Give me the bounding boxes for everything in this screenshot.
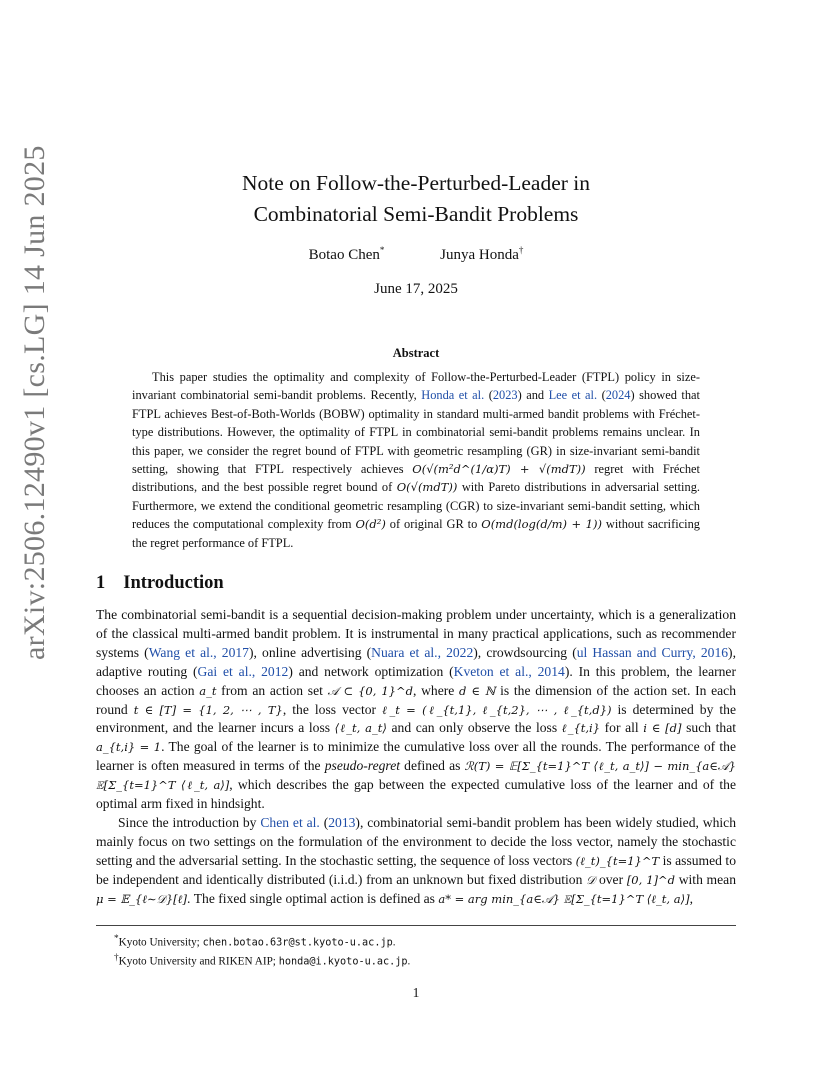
citation-link[interactable]: Wang et al., 2017 <box>148 644 249 660</box>
abstract-text: of original GR to <box>385 517 482 532</box>
footnotes <box>96 925 736 970</box>
citation-link[interactable]: ul Hassan and Curry, 2016 <box>576 644 729 660</box>
paper-title <box>96 168 736 230</box>
abstract-paragraph <box>132 368 700 552</box>
math-inline: a_{t,i} = 1 <box>96 740 162 755</box>
body-text: , the loss vector <box>282 701 383 717</box>
section-title: Introduction <box>123 573 224 593</box>
title-line-1: Note on Follow-the-Perturbed-Leader in <box>241 171 591 195</box>
body-text: Since the introduction by <box>118 814 261 830</box>
math-inline: a_t <box>199 683 217 698</box>
body-text: , which describes the gap between the expected cumulative loss of the learner and of the optimal arm fixed in hindsight. <box>96 777 737 812</box>
body-text: . The fixed single optimal action is defined as <box>186 890 439 906</box>
citation-link[interactable]: Gai et al., 2012 <box>197 663 289 679</box>
body-text: for all <box>600 720 644 736</box>
math-inline: [0, 1]^d <box>626 872 676 887</box>
section-heading <box>96 573 736 594</box>
citation-year-link[interactable]: 2023 <box>492 388 518 403</box>
math-inline: t ∈ [T] = {1, 2, ⋯ , T} <box>133 702 283 717</box>
email-link[interactable]: chen.botao.63r@st.kyoto-u.ac.jp <box>202 937 393 949</box>
abstract-text: ) and <box>517 388 549 403</box>
author-2-footnote-mark: † <box>518 245 524 255</box>
footnote-1 <box>96 932 736 951</box>
math-inline: O(md(log(d/m) + 1)) <box>481 517 602 532</box>
math-inline: 𝒟 <box>586 872 596 887</box>
body-text: from an action set <box>216 682 328 698</box>
abstract-text: ( <box>597 388 606 403</box>
footnote-text: Kyoto University and RIKEN AIP; <box>118 955 279 968</box>
citation-year-link[interactable]: 2024 <box>605 388 631 403</box>
title-line-2: Combinatorial Semi-Bandit Problems <box>253 202 579 226</box>
math-inline: 𝒜 ⊂ {0, 1}^d <box>327 683 413 698</box>
body-text: The combinatorial semi-bandit is a sequential decision-making problem under uncertainty, which is a generalization of the classical multi-armed bandit problem. It is instrumental in many practical applications, such as recommender systems ( <box>96 607 736 660</box>
body-text: ), crowdsourcing ( <box>473 644 577 660</box>
introduction-body <box>96 606 736 909</box>
body-text: is determined by the environment, and the learner incurs a loss <box>96 701 737 736</box>
math-inline: a* = arg min_{a∈𝒜} 𝔼[Σ_{t=1}^T ⟨ℓ_t, a⟩] <box>438 891 690 906</box>
intro-paragraph-2 <box>96 814 736 909</box>
abstract-heading: Abstract <box>392 346 440 360</box>
body-text: is assumed to be independent and identically distributed (i.i.d.) from an unknown but fixed distribution <box>96 852 736 887</box>
citation-link-lee[interactable]: Lee et al. <box>548 388 598 403</box>
footnote-mark: * <box>114 934 119 944</box>
page-number: 1 <box>412 985 420 1000</box>
abstract-body <box>132 368 700 552</box>
body-text: , where <box>412 682 460 698</box>
author-2-name: Junya Honda <box>440 247 519 263</box>
math-inline: ℛ(T) = 𝔼[Σ_{t=1}^T ⟨ℓ_t, a_t⟩] − min_{a∈𝒜} 𝔼[Σ_{t=1}^T ⟨ℓ_t, a⟩] <box>96 759 736 793</box>
math-inline: O(√(m²d^(1/α)T) + √(mdT)) <box>412 462 586 477</box>
abstract-text: with Pareto distributions in adversarial setting. Furthermore, we extend the conditional geometric resampling (CGR) to size-invariant semi-bandit setting, which reduces the computational complexity from <box>132 480 700 532</box>
body-text: ), combinatorial semi-bandit problem has been widely studied, which mainly focus on two settings on the formulation of the environment to decide the loss vector, namely the stochastic setting and the adversarial setting. In the stochastic setting, the sequence of loss vectors <box>96 814 736 868</box>
author-1-footnote-mark: * <box>379 245 385 255</box>
math-inline: μ = 𝔼_{ℓ∼𝒟}[ℓ] <box>96 891 187 906</box>
body-text: ), adaptive routing ( <box>96 644 736 679</box>
body-text: over <box>595 871 627 887</box>
math-inline: d ∈ ℕ <box>459 683 496 698</box>
citation-link[interactable]: Nuara et al., 2022 <box>371 644 474 660</box>
footnote-2 <box>96 951 736 970</box>
arxiv-identifier-stamp: arXiv:2506.12490v1 [cs.LG] 14 Jun 2025 <box>18 145 51 660</box>
math-inline: O(d²) <box>355 517 386 532</box>
abstract-text: This paper studies the optimality and complexity of Follow-the-Perturbed-Leader (FTPL) policy in size-invariant combinatorial semi-bandit problems. Recently, <box>132 370 700 403</box>
abstract-text: regret with Fréchet distributions, and the best possible regret bound of <box>132 462 700 495</box>
math-inline: ℓ_{t,i} <box>561 721 601 736</box>
body-text: ) and network optimization ( <box>288 663 454 679</box>
body-text: is the dimension of the action set. In each round <box>96 682 737 717</box>
citation-link-honda[interactable]: Honda et al. <box>421 388 485 403</box>
author-1 <box>309 247 385 263</box>
math-inline: ℓ_t = (ℓ_{t,1}, ℓ_{t,2}, ⋯ , ℓ_{t,d}) <box>382 702 612 717</box>
intro-paragraph-1 <box>96 606 736 814</box>
citation-year-link[interactable]: 2013 <box>328 814 356 830</box>
emphasis-term: pseudo-regret <box>324 758 400 774</box>
math-inline: O(√(mdT)) <box>396 480 458 495</box>
paper-date: June 17, 2025 <box>374 281 458 297</box>
author-2 <box>440 247 523 263</box>
footnote-text: . <box>407 955 411 968</box>
math-inline: ⟨ℓ_t, a_t⟩ <box>334 721 387 736</box>
body-text: such that <box>681 720 737 736</box>
math-inline: i ∈ [d] <box>643 721 682 736</box>
math-inline: (ℓ_t)_{t=1}^T <box>575 853 660 868</box>
body-text: . The goal of the learner is to minimize the cumulative loss over all the rounds. The performance of the learner is often measured in terms of the <box>96 739 736 774</box>
body-text: and can only observe the loss <box>386 720 562 736</box>
abstract-text: ) showed that FTPL achieves Best-of-Both-Worlds (BOBW) optimality in standard multi-armed bandit problems with Fréchet-type distributions. However, the optimality of FTPL in combinatorial semi-bandit problems remains unclear. In this paper, we consider the regret bound of FTPL with geometric resampling (GR) in size-invariant semi-bandit setting, showing that FTPL respectively achieves <box>132 388 700 477</box>
footnote-text: Kyoto University; <box>118 936 203 949</box>
citation-link-chen[interactable]: Chen et al. <box>260 814 320 830</box>
body-text: with mean <box>675 871 736 887</box>
body-text: ( <box>319 814 329 830</box>
body-text: defined as <box>400 758 465 774</box>
footnote-mark: † <box>114 953 119 964</box>
body-text: , <box>689 890 693 906</box>
citation-link[interactable]: Kveton et al., 2014 <box>453 663 565 679</box>
author-list <box>96 245 736 264</box>
abstract-text: ( <box>484 388 493 403</box>
body-text: ), online advertising ( <box>248 644 372 660</box>
abstract-text: without sacrificing the regret performance of FTPL. <box>132 517 700 550</box>
author-1-name: Botao Chen <box>308 247 380 263</box>
footnote-text: . <box>392 936 396 949</box>
section-number: 1 <box>96 573 106 593</box>
body-text: ). In this problem, the learner chooses an action <box>96 663 736 698</box>
email-link[interactable]: honda@i.kyoto-u.ac.jp <box>278 956 408 968</box>
